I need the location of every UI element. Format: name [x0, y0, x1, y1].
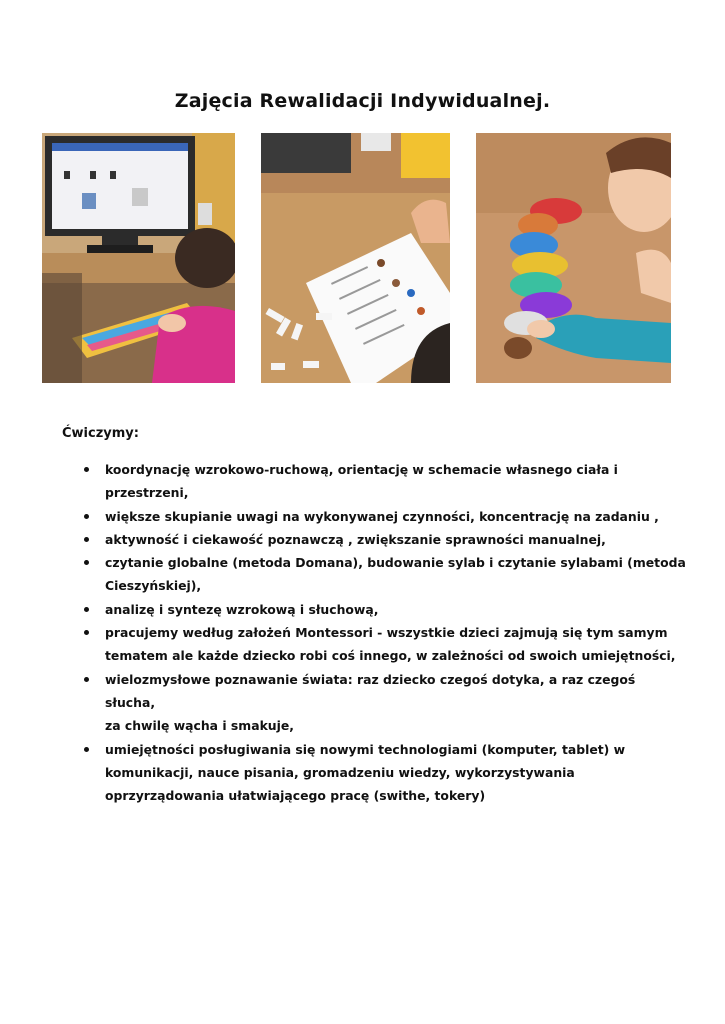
list-item-line: analizę i syntezę wzrokową i słuchową,: [105, 601, 379, 617]
list-item-line: komunikacji, nauce pisania, gromadzeniu wiedzy, wykorzystywania: [105, 764, 575, 780]
list-item: [80, 598, 700, 621]
list-item-line: większe skupianie uwagi na wykonywanej czynności, koncentrację na zadaniu ,: [105, 508, 659, 524]
bullet-icon: [84, 607, 89, 612]
bullet-icon: [84, 467, 89, 472]
section-heading: Ćwiczymy:: [62, 426, 139, 441]
list-item-line: Cieszyńskiej),: [105, 578, 202, 594]
bullet-icon: [84, 630, 89, 635]
bullet-icon: [84, 560, 89, 565]
bullet-icon: [84, 514, 89, 519]
page-title: Zajęcia Rewalidacji Indywidualnej.: [174, 90, 551, 112]
list-item-line: czytanie globalne (metoda Domana), budowanie sylab i czytanie sylabami (metoda: [105, 555, 686, 571]
list-item: [80, 668, 700, 738]
child-at-computer-photo-icon: [42, 133, 235, 383]
list-item: [80, 528, 700, 551]
list-item-line: aktywność i ciekawość poznawczą , zwiększanie sprawności manualnej,: [105, 531, 606, 547]
list-item-line: oprzyrządowania ułatwiającego pracę (swithe, tokery): [105, 788, 486, 804]
list-item-line: umiejętności posługiwania się nowymi technologiami (komputer, tablet) w: [105, 741, 626, 757]
exercise-list: [80, 458, 700, 807]
list-item-line: przestrzeni,: [105, 485, 189, 501]
list-item-line: tematem ale każde dziecko robi coś innego, w zależności od swoich umiejętności,: [105, 648, 676, 664]
list-item-line: wielozmysłowe poznawanie świata: raz dziecko czegoś dotyka, a raz czegoś: [105, 671, 636, 687]
list-item: [80, 621, 700, 668]
bullet-icon: [84, 747, 89, 752]
list-item-line: słucha,: [105, 694, 156, 710]
worksheet-photo: [261, 133, 450, 383]
list-item-line: koordynację wzrokowo-ruchową, orientację w schemacie własnego ciała i: [105, 462, 618, 477]
list-item-line: za chwilę wącha i smakuje,: [105, 718, 294, 734]
list-item: [80, 458, 700, 505]
list-item: [80, 738, 700, 808]
worksheet-with-word-cards-photo-icon: [261, 133, 450, 383]
list-item: [80, 551, 700, 598]
matryoshka-photo: [476, 133, 671, 383]
bullet-icon: [84, 537, 89, 542]
list-item-line: pracujemy według założeń Montessori - wszystkie dzieci zajmują się tym samym: [105, 625, 668, 641]
child-at-computer-photo: [42, 133, 235, 383]
bullet-icon: [84, 677, 89, 682]
boy-with-matryoshka-cards-photo-icon: [476, 133, 671, 383]
list-item: [80, 505, 700, 528]
